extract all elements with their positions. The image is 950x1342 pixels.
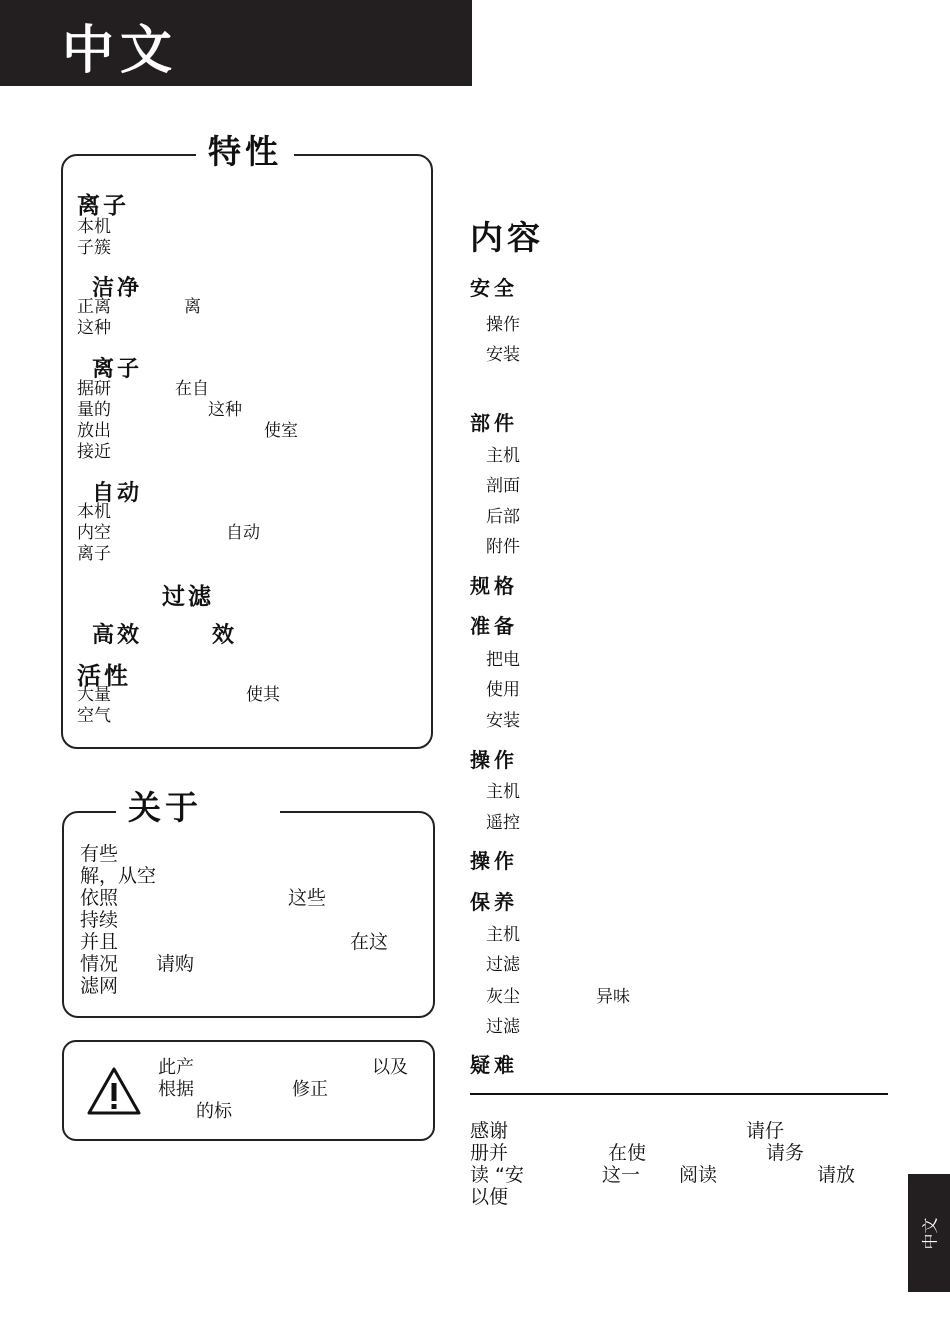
- intro-line: 读 “安: [470, 1164, 524, 1186]
- feature-line: 子簇: [77, 238, 111, 258]
- toc-item[interactable]: 过滤: [486, 1017, 520, 1037]
- feature-line: 使室: [264, 421, 298, 441]
- feature-line: 接近: [77, 442, 111, 462]
- warning-line: 以及: [372, 1057, 408, 1078]
- feature-line: 正离: [77, 297, 111, 317]
- features-title: 特性: [196, 130, 294, 174]
- toc-item[interactable]: 附件: [486, 537, 520, 557]
- intro-line: 册并: [470, 1142, 509, 1164]
- language-side-tab[interactable]: [908, 1174, 950, 1292]
- feature-line: 离: [184, 297, 201, 317]
- toc-item[interactable]: 后部: [486, 507, 520, 527]
- toc-item[interactable]: 安装: [486, 711, 520, 731]
- warning-line: 的标: [196, 1101, 232, 1122]
- feature-heading-activated: 活性: [77, 662, 131, 690]
- intro-line: 请放: [817, 1164, 856, 1186]
- intro-line: 这一: [602, 1164, 641, 1186]
- feature-line: 使其: [246, 685, 280, 705]
- intro-line: 请务: [766, 1142, 805, 1164]
- toc-item[interactable]: 主机: [486, 925, 520, 945]
- toc-heading-specs[interactable]: 规格: [470, 574, 518, 598]
- about-line: 依照: [80, 887, 119, 909]
- toc-heading-troubleshooting[interactable]: 疑难: [470, 1053, 518, 1077]
- feature-line: 据研: [77, 379, 111, 399]
- toc-item[interactable]: 使用: [486, 680, 520, 700]
- warning-triangle-icon: [86, 1066, 142, 1116]
- about-line: 解，从空: [80, 865, 157, 887]
- warning-line: 根据: [158, 1079, 194, 1100]
- feature-heading-ion-2: 离子: [92, 357, 143, 382]
- warning-line: 修正: [292, 1079, 328, 1100]
- feature-heading-clean: 洁净: [92, 276, 143, 301]
- side-tab-label: 中文: [920, 1216, 940, 1250]
- toc-heading-parts[interactable]: 部件: [470, 411, 518, 435]
- about-title: 关于: [116, 786, 280, 830]
- about-line: 情况: [80, 953, 119, 975]
- feature-line: 在自: [175, 379, 209, 399]
- feature-line: 空气: [77, 706, 111, 726]
- intro-line: 请仔: [746, 1120, 785, 1142]
- about-line: 持续: [80, 909, 119, 931]
- toc-heading-operation-2[interactable]: 操作: [470, 849, 518, 873]
- toc-item[interactable]: 安装: [486, 345, 520, 365]
- about-line: 这些: [288, 887, 327, 909]
- feature-line: 自动: [226, 523, 260, 543]
- about-line: 滤网: [80, 975, 119, 997]
- about-line: 在这: [350, 931, 389, 953]
- divider: [470, 1093, 888, 1095]
- header-bar: [0, 0, 472, 86]
- feature-heading-ion: 离子: [77, 193, 129, 219]
- intro-line: 以便: [470, 1186, 509, 1208]
- toc-item[interactable]: 剖面: [486, 476, 520, 496]
- about-line: 有些: [80, 843, 119, 865]
- intro-line: 感谢: [470, 1120, 509, 1142]
- feature-line: 放出: [77, 421, 111, 441]
- toc-item-extra[interactable]: 异味: [596, 987, 630, 1007]
- toc-heading-safety[interactable]: 安全: [470, 276, 518, 300]
- toc-item[interactable]: 主机: [486, 446, 520, 466]
- toc-item[interactable]: 过滤: [486, 955, 520, 975]
- feature-line: 量的: [77, 400, 111, 420]
- feature-line: 大量: [77, 685, 111, 705]
- page-language-title: 中文: [62, 21, 179, 81]
- feature-line: 本机: [77, 502, 111, 522]
- feature-heading-hepa: 高效: [92, 623, 143, 648]
- feature-line: 这种: [77, 318, 111, 338]
- toc-item[interactable]: 遥控: [486, 813, 520, 833]
- feature-line: 内空: [77, 523, 111, 543]
- toc-title: 内容: [470, 218, 544, 257]
- toc-item[interactable]: 灰尘: [486, 987, 520, 1007]
- toc-heading-operation[interactable]: 操作: [470, 748, 518, 772]
- about-line: 并且: [80, 931, 119, 953]
- feature-heading-auto: 自动: [92, 481, 143, 506]
- feature-line: 这种: [208, 400, 242, 420]
- feature-line: 本机: [77, 217, 111, 237]
- feature-heading-hepa-2: 效: [212, 623, 238, 648]
- warning-line: 此产: [158, 1057, 194, 1078]
- toc-heading-prep[interactable]: 准备: [470, 614, 518, 638]
- feature-line: 离子: [77, 544, 111, 564]
- toc-heading-maintenance[interactable]: 保养: [470, 890, 518, 914]
- toc-item[interactable]: 操作: [486, 315, 520, 335]
- intro-line: 阅读: [679, 1164, 718, 1186]
- intro-line: 在使: [608, 1142, 647, 1164]
- about-line: 请购: [156, 953, 195, 975]
- toc-item[interactable]: 把电: [486, 650, 520, 670]
- feature-heading-filter: 过滤: [162, 584, 214, 610]
- toc-item[interactable]: 主机: [486, 782, 520, 802]
